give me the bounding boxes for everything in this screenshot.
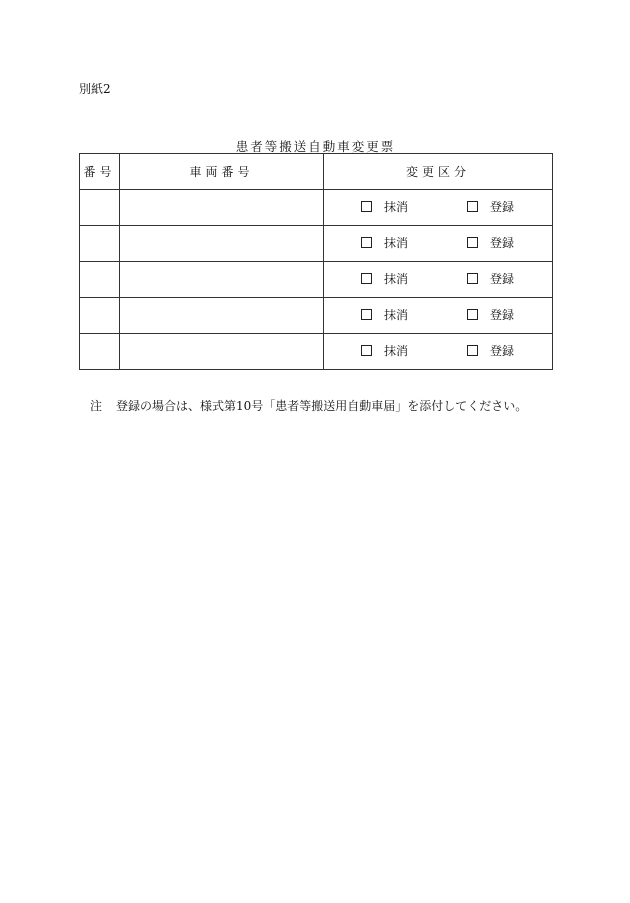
- number-cell[interactable]: [80, 334, 120, 370]
- register-option[interactable]: [467, 298, 514, 333]
- register-option-label: 登録: [490, 200, 515, 214]
- checkbox-icon[interactable]: [361, 273, 372, 284]
- number-cell[interactable]: [80, 226, 120, 262]
- register-option[interactable]: [467, 226, 514, 261]
- checkbox-icon[interactable]: [467, 309, 478, 320]
- change-form-table: [79, 153, 553, 370]
- register-option[interactable]: [467, 262, 514, 297]
- table-row: [80, 334, 553, 370]
- checkbox-icon[interactable]: [467, 201, 478, 212]
- checkbox-icon[interactable]: [361, 345, 372, 356]
- vehicle-number-cell[interactable]: [120, 262, 324, 298]
- header-change-category: 変更区分: [324, 154, 553, 190]
- header-vehicle-number: 車両番号: [120, 154, 324, 190]
- change-category-cell: [324, 334, 553, 370]
- change-category-cell: [324, 190, 553, 226]
- delete-option[interactable]: [361, 262, 408, 297]
- delete-option[interactable]: [361, 226, 408, 261]
- change-category-cell: [324, 298, 553, 334]
- register-option-label: 登録: [490, 344, 515, 358]
- change-category-cell: [324, 262, 553, 298]
- table-row: [80, 190, 553, 226]
- checkbox-icon[interactable]: [361, 309, 372, 320]
- table-row: [80, 226, 553, 262]
- table-row: [80, 262, 553, 298]
- register-option-label: 登録: [490, 272, 515, 286]
- register-option[interactable]: [467, 190, 514, 225]
- footnote: [90, 397, 527, 414]
- delete-option[interactable]: [361, 334, 408, 369]
- delete-option-label: 抹消: [384, 236, 409, 250]
- checkbox-icon[interactable]: [467, 273, 478, 284]
- note-mark: 注: [90, 399, 103, 413]
- checkbox-icon[interactable]: [467, 237, 478, 248]
- vehicle-number-cell[interactable]: [120, 190, 324, 226]
- number-cell[interactable]: [80, 190, 120, 226]
- note-text: 登録の場合は、様式第10号「患者等搬送用自動車届」を添付してください。: [116, 399, 528, 413]
- table-row: [80, 298, 553, 334]
- delete-option-label: 抹消: [384, 344, 409, 358]
- vehicle-number-cell[interactable]: [120, 334, 324, 370]
- delete-option[interactable]: [361, 190, 408, 225]
- number-cell[interactable]: [80, 298, 120, 334]
- header-number: 番号: [80, 154, 120, 190]
- document-title: 患者等搬送自動車変更票: [235, 139, 396, 154]
- attachment-label: 別紙2: [79, 82, 111, 96]
- register-option-label: 登録: [490, 236, 515, 250]
- checkbox-icon[interactable]: [361, 201, 372, 212]
- checkbox-icon[interactable]: [467, 345, 478, 356]
- register-option[interactable]: [467, 334, 514, 369]
- delete-option-label: 抹消: [384, 308, 409, 322]
- table-header-row: [80, 154, 553, 190]
- delete-option-label: 抹消: [384, 200, 409, 214]
- change-category-cell: [324, 226, 553, 262]
- vehicle-number-cell[interactable]: [120, 298, 324, 334]
- checkbox-icon[interactable]: [361, 237, 372, 248]
- delete-option[interactable]: [361, 298, 408, 333]
- register-option-label: 登録: [490, 308, 515, 322]
- delete-option-label: 抹消: [384, 272, 409, 286]
- number-cell[interactable]: [80, 262, 120, 298]
- vehicle-number-cell[interactable]: [120, 226, 324, 262]
